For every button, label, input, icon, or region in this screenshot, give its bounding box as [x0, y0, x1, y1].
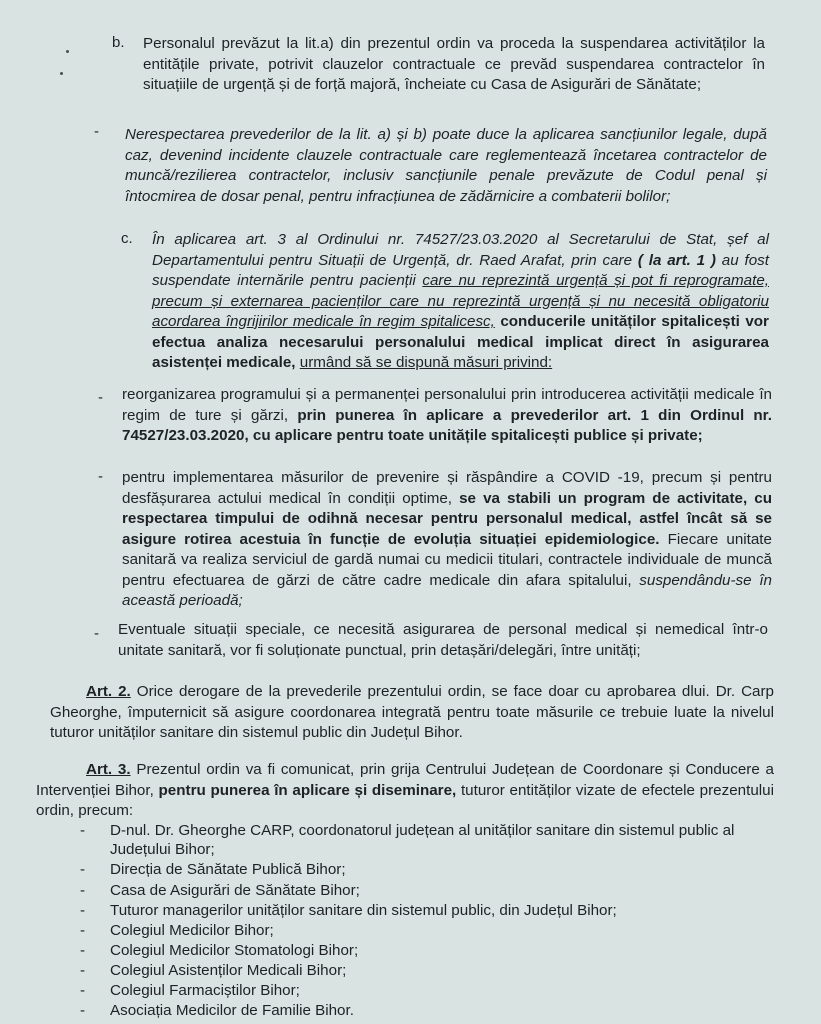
- para-c-bold: conducerile unităților spitalicești vor efectua analiza necesarului personalului medical implicat direct în asigurarea asistenței medicale,: [152, 313, 769, 371]
- para-c-suspended: au fost suspendate internările pentru pacienții: [152, 251, 769, 289]
- nerespectare-text: Nerespectarea prevederilor de la lit. a) și b) poate duce la aplicarea sancțiunilor legale, după caz, devenind incidente clauzele contractuale care reglementează încetarea contractelor de muncă/rezilierea contractelor, inclusiv sancțiunile penale prevăzute de Codul penal și întocmirea de dosar penal, pentru infracțiunea de zădărnicire a combaterii bolilor;: [125, 126, 767, 205]
- art3-part1: Prezentul ordin va fi comunicat, prin grija Centrului Județean de Coordonare și Conducere a Intervenției Bihor,: [36, 761, 774, 799]
- list-item: - Tuturor managerilor unităților sanitare din sistemul public, din Județul Bihor;: [80, 902, 617, 919]
- art3-paragraph: [36, 760, 774, 822]
- implementarea-bold: se va stabili un program de activitate, cu respectarea timpului de odihnă necesar pentru personalul medical, astfel încât să se asigure rotirea acestuia în funcție de evoluția situației epidemiologice.: [122, 489, 772, 548]
- margin-mark: [60, 72, 63, 75]
- margin-mark: [66, 50, 69, 53]
- list-item: - Colegiul Asistenților Medicali Bihor;: [80, 962, 347, 979]
- list-item: - Direcția de Sănătate Publică Bihor;: [80, 861, 346, 878]
- implementarea-part3: Fiecare unitate sanitară va realiza serviciul de gardă numai cu medicii titulari, contractele individuale de muncă pentru efectuarea de gărzi de către cadre medicale din afara spitalului,: [122, 530, 772, 589]
- list-item: - D-nul. Dr. Gheorghe CARP, coordonatorul județean al unităților sanitare din sistemul public al Județului Bihor;: [80, 822, 735, 858]
- art2-text: Orice derogare de la prevederile prezentului ordin, se face doar cu aprobarea dlui. Dr. Carp Gheorghe, împuternicit să asigure coordonarea integrată pentru toate măsurile ce trebuie luate la nivelul tuturor unităților sanitare din sistemul public din Județul Bihor.: [50, 683, 774, 741]
- implementarea-part1: pentru implementarea măsurilor de prevenire și răspândire a COVID -19, precum și pentru desfășurarea actului medical în condiții optime,: [122, 469, 772, 507]
- bullet-marker: -: [94, 123, 99, 140]
- para-c-label: c.: [121, 230, 133, 247]
- para-b-text: Personalul prevăzut la lit.a) din prezentul ordin va proceda la suspendarea activităților la entitățile private, potrivit clauzelor contractuale ce prevăd suspendarea contractelor în situațiile de urgență și de forță majoră, încheiate cu Casa de Asigurări de Sănătate;: [143, 35, 765, 93]
- para-c-measures: urmând să se dispună măsuri privind:: [299, 354, 553, 371]
- implementarea-text: [122, 468, 772, 612]
- bullet-marker: -: [98, 389, 103, 406]
- list-item: - Colegiul Medicilor Bihor;: [80, 922, 274, 939]
- para-c-intro: În aplicarea art. 3 al Ordinului nr. 74527/23.03.2020 al Secretarului de Stat, șef al Departamentului pentru Situații de Urgență, dr. Raed Arafat, prin care: [152, 231, 769, 269]
- list-item: - Asociația Medicilor de Familie Bihor.: [80, 1002, 354, 1019]
- para-c-text: [152, 230, 769, 374]
- bullet-marker: -: [94, 625, 99, 642]
- art3-bold: pentru punerea în aplicare și diseminare,: [158, 781, 457, 799]
- list-item: - Casa de Asigurări de Sănătate Bihor;: [80, 882, 360, 899]
- reorganizarea-bold: prin punerea în aplicare a prevederilor art. 1 din Ordinul nr. 74527/23.03.2020, cu aplicare pentru toate unitățile spitalicești publice și private;: [122, 406, 772, 444]
- para-c-underlined: care nu reprezintă urgență și pot fi reprogramate, precum și externarea pacienților care nu reprezintă urgență și nu necesită obligatoriu acordarea îngrijirilor medicale în regim spitalicesc,: [152, 272, 769, 330]
- art2-label: Art. 2.: [86, 683, 131, 700]
- para-b-label: b.: [112, 34, 125, 51]
- art2-paragraph: [50, 682, 774, 744]
- list-item: - Colegiul Medicilor Stomatologi Bihor;: [80, 942, 359, 959]
- implementarea-italic: suspendându-se în această perioadă;: [122, 571, 772, 609]
- para-c-art-ref: ( la art. 1 ): [637, 251, 716, 269]
- art3-label: Art. 3.: [86, 761, 131, 778]
- eventuale-text: Eventuale situații speciale, ce necesită asigurarea de personal medical și nemedical într-o unitate sanitară, vor fi soluționate punctual, prin detașări/delegări, între unități;: [118, 621, 768, 659]
- list-item: - Colegiul Farmaciștilor Bihor;: [80, 982, 300, 999]
- reorganizarea-text: [122, 385, 772, 447]
- bullet-marker: -: [98, 468, 103, 485]
- art3-part3: tuturor entităților vizate de efectele prezentului ordin, precum:: [36, 781, 774, 819]
- reorganizarea-part1: reorganizarea programului și a permanenței personalului prin introducerea activității medicale în regim de ture și gărzi,: [122, 386, 772, 424]
